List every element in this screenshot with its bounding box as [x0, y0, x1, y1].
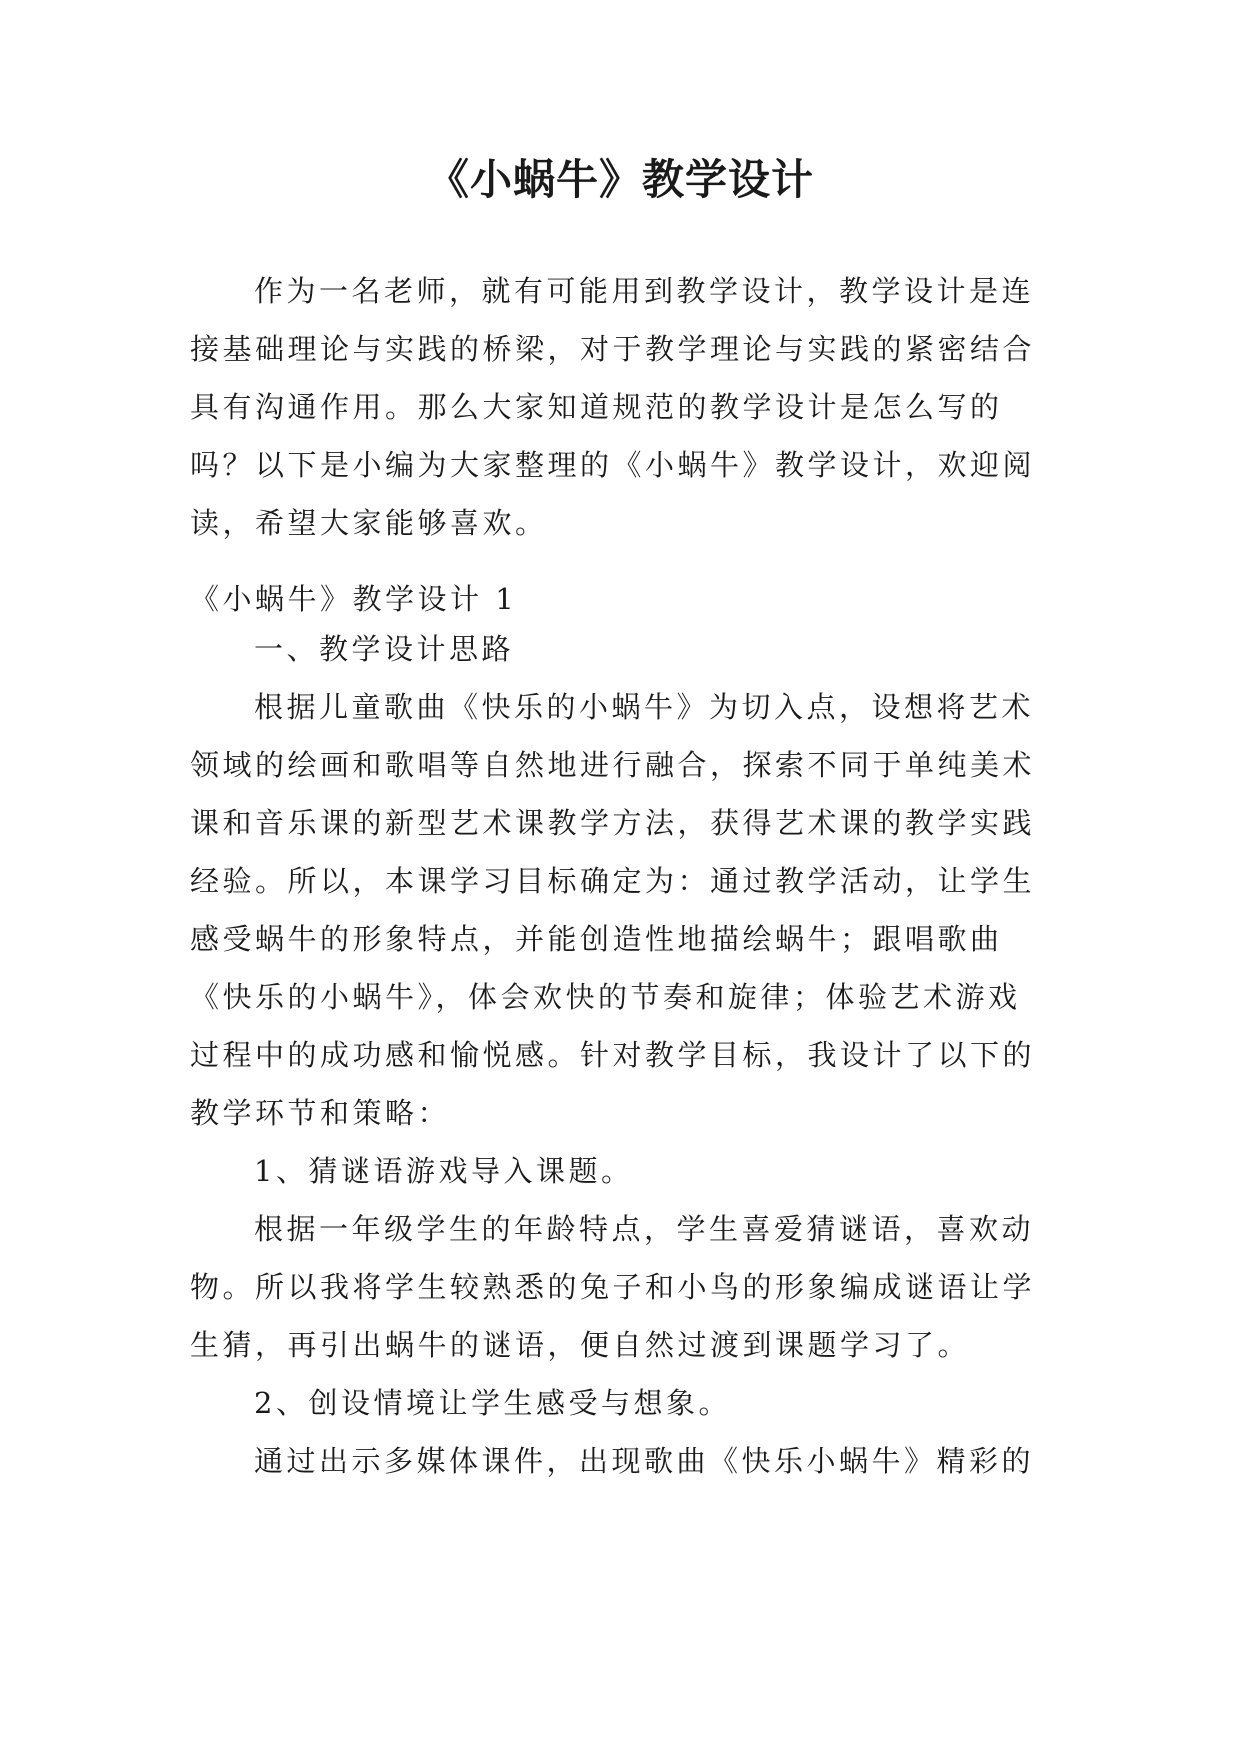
- paragraph-riddle-game: 根据一年级学生的年龄特点，学生喜爱猜谜语，喜欢动物。所以我将学生较熟悉的兔子和小鸟的形象编成谜语让学生猜，再引出蜗牛的谜语，便自然过渡到课题学习了。: [190, 1212, 1036, 1362]
- paragraph-design-idea: 根据儿童歌曲《快乐的小蜗牛》为切入点，设想将艺术领域的绘画和歌唱等自然地进行融合，探索不同于单纯美术课和音乐课的新型艺术课教学方法，获得艺术课的教学实践经验。所以，本课学习目标确定为：通过教学活动，让学生感受蜗牛的形象特点，并能创造性地描绘蜗牛；跟唱歌曲《快乐的小蜗牛》，体会欢快的节奏和旋律；体验艺术游戏过程中的成功感和愉悦感。针对教学目标，我设计了以下的教学环节和策略：: [190, 690, 1036, 1130]
- subheading-create-scene: 2、创设情境让学生感受与想象。: [254, 1386, 731, 1420]
- subheading-design-idea: 一、教学设计思路: [254, 632, 515, 666]
- section-heading: 《小蜗牛》教学设计 1: [190, 582, 518, 616]
- document-title: 《小蜗牛》教学设计: [426, 155, 814, 204]
- subheading-riddle-game: 1、猜谜语游戏导入课题。: [254, 1154, 634, 1188]
- intro-paragraph: 作为一名老师，就有可能用到教学设计，教学设计是连接基础理论与实践的桥梁，对于教学理论与实践的紧密结合具有沟通作用。那么大家知道规范的教学设计是怎么写的吗？以下是小编为大家整理的《小蜗牛》教学设计，欢迎阅读，希望大家能够喜欢。: [190, 274, 1036, 540]
- section-body: [190, 620, 1050, 1490]
- paragraph-create-scene: 通过出示多媒体课件，出现歌曲《快乐小蜗牛》精彩的: [254, 1444, 1035, 1478]
